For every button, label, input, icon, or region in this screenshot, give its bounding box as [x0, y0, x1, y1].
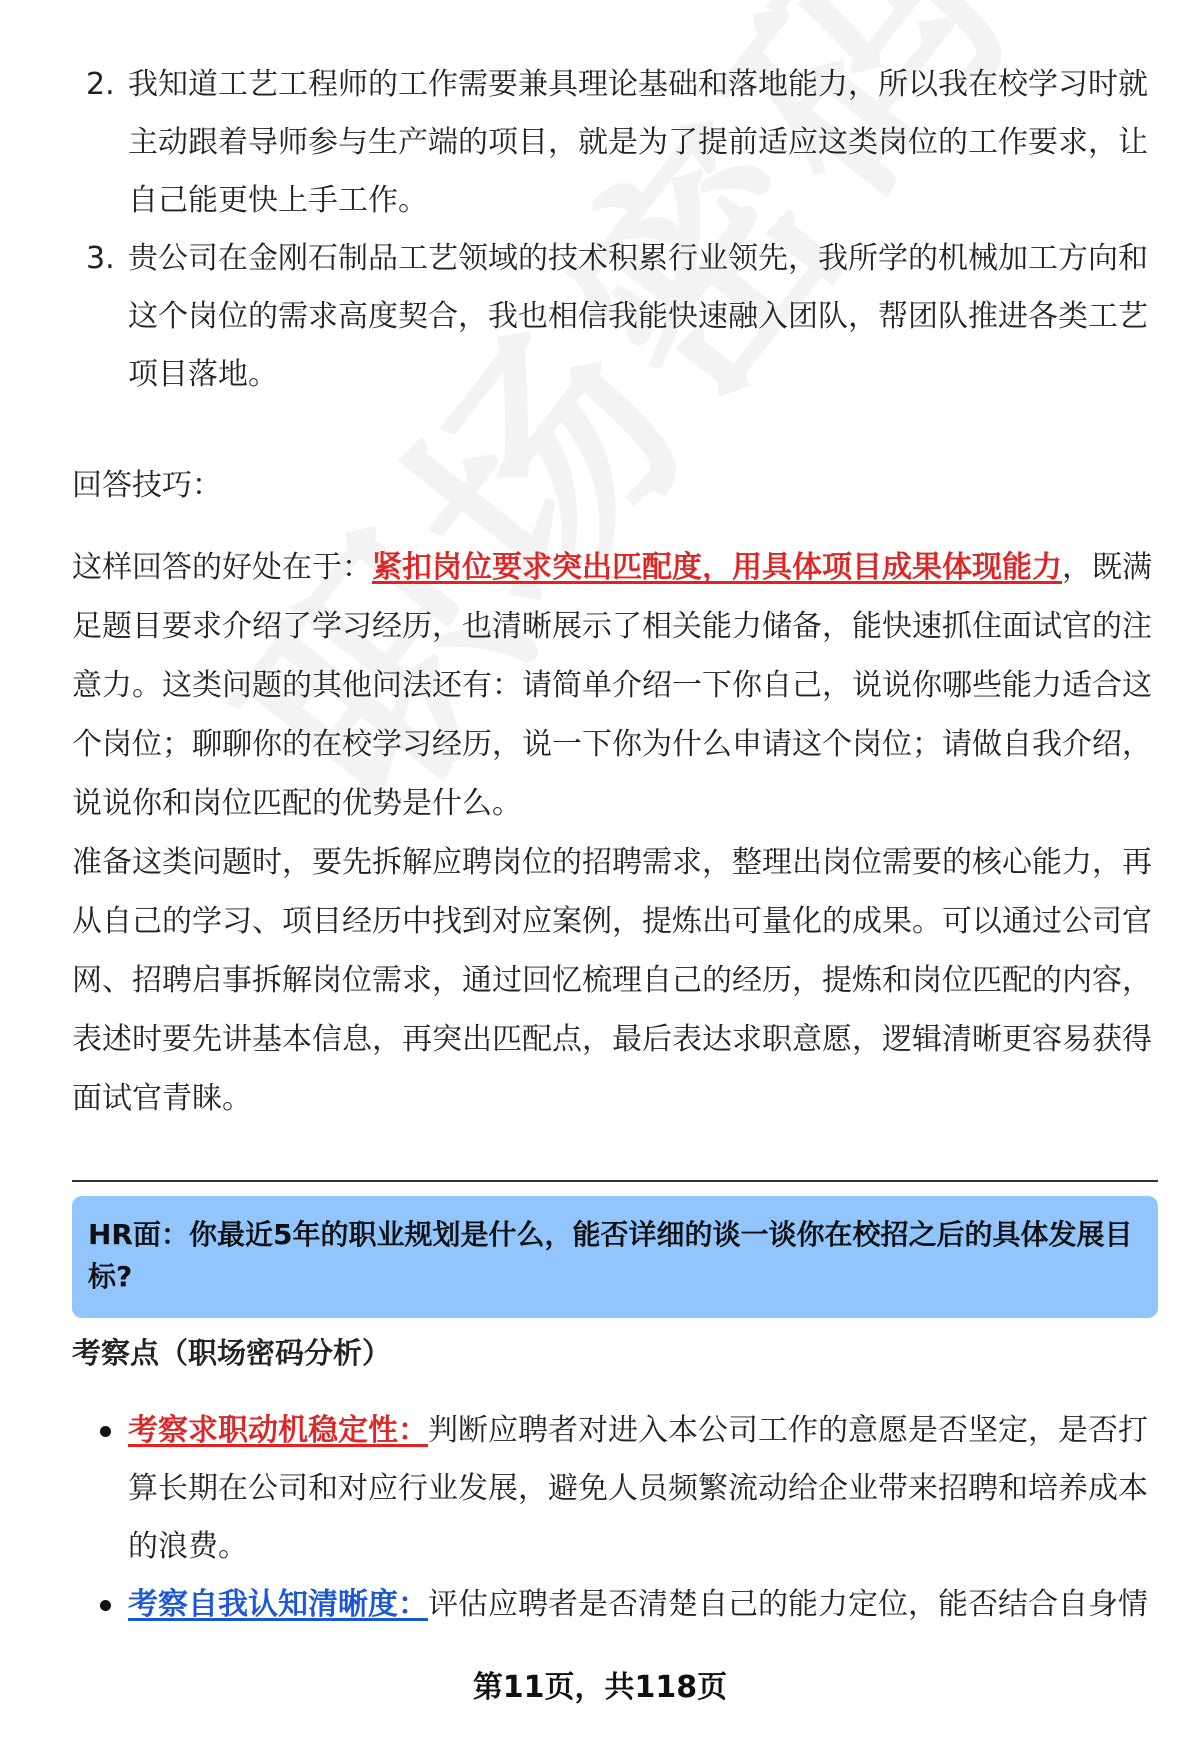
list-item — [72, 1576, 1152, 1634]
list-number: 3. — [86, 241, 115, 276]
section-title: 考察点（职场密码分析） — [72, 1336, 392, 1370]
tips-paragraph-1 — [72, 538, 1152, 833]
list-item — [72, 56, 1152, 230]
bullet-icon — [100, 1426, 111, 1437]
list-text: 贵公司在金刚石制品工艺领域的技术积累行业领先，我所学的机械加工方向和这个岗位的需求高度契合，我也相信我能快速融入团队，帮团队推进各类工艺项目落地。 — [128, 241, 1148, 392]
tips-heading: 回答技巧： — [72, 468, 222, 503]
point-label: 考察自我认知清晰度： — [128, 1587, 428, 1622]
point-text: 评估应聘者是否清楚自己的能力定位，能否结合自身情 — [428, 1587, 1148, 1622]
numbered-list — [72, 56, 1152, 404]
page-footer: 第11页，共118页 — [472, 1670, 728, 1705]
analysis-points — [72, 1402, 1152, 1634]
tips-lead: 这样回答的好处在于： — [72, 550, 372, 585]
section-divider — [72, 1180, 1158, 1182]
list-number: 2. — [86, 67, 115, 102]
bullet-icon — [100, 1600, 111, 1611]
tips-highlight: 紧扣岗位要求突出匹配度，用具体项目成果体现能力 — [372, 550, 1062, 585]
point-label: 考察求职动机稳定性： — [128, 1413, 428, 1448]
list-item — [72, 1402, 1152, 1576]
list-text: 我知道工艺工程师的工作需要兼具理论基础和落地能力，所以我在校学习时就主动跟着导师参与生产端的项目，就是为了提前适应这类岗位的工作要求，让自己能更快上手工作。 — [128, 67, 1148, 218]
question-box: HR面：你最近5年的职业规划是什么，能否详细的谈一谈你在校招之后的具体发展目标? — [72, 1196, 1158, 1318]
tips-rest: ，既满足题目要求介绍了学习经历，也清晰展示了相关能力储备，能快速抓住面试官的注意力。这类问题的其他问法还有：请简单介绍一下你自己，说说你哪些能力适合这个岗位；聊聊你的在校学习经历，说一下你为什么申请这个岗位；请做自我介绍，说说你和岗位匹配的优势是什么。 — [72, 550, 1152, 821]
point-text: 判断应聘者对进入本公司工作的意愿是否坚定，是否打算长期在公司和对应行业发展，避免人员频繁流动给企业带来招聘和培养成本的浪费。 — [128, 1413, 1148, 1564]
tips-paragraph-2: 准备这类问题时，要先拆解应聘岗位的招聘需求，整理出岗位需要的核心能力，再从自己的学习、项目经历中找到对应案例，提炼出可量化的成果。可以通过公司官网、招聘启事拆解岗位需求，通过回忆梳理自己的经历，提炼和岗位匹配的内容，表述时要先讲基本信息，再突出匹配点，最后表达求职意愿，逻辑清晰更容易获得面试官青睐。 — [72, 845, 1152, 1116]
list-item — [72, 230, 1152, 404]
